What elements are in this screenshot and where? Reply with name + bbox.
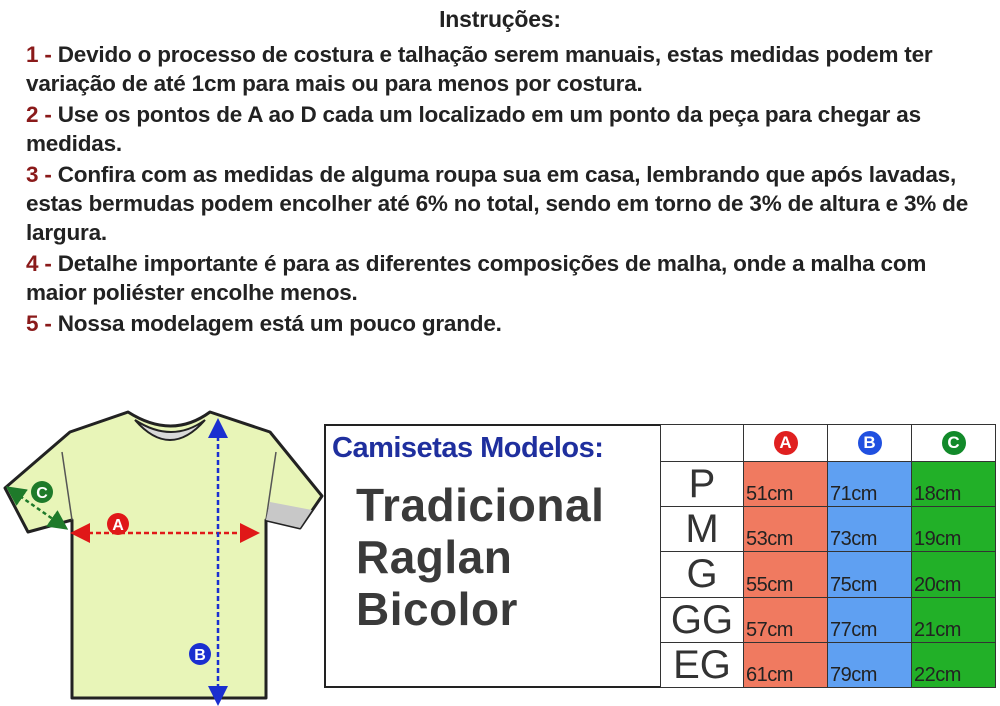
size-table-header [661, 425, 996, 462]
value-b: 77cm [828, 597, 912, 642]
header-a-badge: A [774, 431, 798, 455]
size-label: EG [661, 642, 744, 687]
header-a-cell [744, 425, 828, 462]
instruction-item-2 [26, 100, 986, 158]
tshirt-diagram [0, 400, 330, 706]
size-label: M [661, 507, 744, 552]
header-c-cell [912, 425, 996, 462]
instruction-text: Devido o processo de costura e talhação serem manuais, estas medidas podem ter variação de até 1cm para mais ou para menos por costura. [26, 42, 933, 96]
instruction-number: 3 - [26, 162, 52, 187]
instructions-title: Instruções: [439, 6, 561, 32]
header-empty-cell [661, 425, 744, 462]
value-a: 53cm [744, 507, 828, 552]
instruction-number: 2 - [26, 102, 52, 127]
label-b-text: B [194, 647, 206, 664]
value-a: 51cm [744, 462, 828, 507]
instruction-item-4 [26, 249, 986, 307]
table-row [661, 642, 996, 687]
model-tradicional: Tradicional [356, 479, 605, 531]
instruction-number: 4 - [26, 251, 52, 276]
value-a: 57cm [744, 597, 828, 642]
table-row [661, 507, 996, 552]
size-label: GG [661, 597, 744, 642]
value-a: 61cm [744, 642, 828, 687]
value-a: 55cm [744, 552, 828, 597]
header-c-badge: C [942, 431, 966, 455]
label-c-text: C [36, 485, 48, 502]
tshirt-body [5, 412, 322, 698]
instruction-text: Confira com as medidas de alguma roupa sua em casa, lembrando que após lavadas, estas bermudas podem encolher até 6% no total, sendo em torno de 3% de altura e 3% de largura. [26, 162, 969, 245]
panel-title: Camisetas Modelos: [332, 432, 604, 464]
size-label: P [661, 462, 744, 507]
table-row [661, 552, 996, 597]
value-c: 20cm [912, 552, 996, 597]
value-c: 22cm [912, 642, 996, 687]
size-table [660, 424, 996, 688]
size-chart-panel [324, 424, 994, 688]
instructions-list [26, 40, 986, 340]
instruction-item-1 [26, 40, 986, 98]
header-b-badge: B [858, 431, 882, 455]
model-raglan: Raglan [356, 531, 513, 583]
instruction-text: Detalhe importante é para as diferentes composições de malha, onde a malha com maior poliéster encolhe menos. [26, 251, 927, 305]
value-c: 18cm [912, 462, 996, 507]
instruction-item-5 [26, 309, 986, 338]
table-row [661, 462, 996, 507]
size-label: G [661, 552, 744, 597]
value-b: 71cm [828, 462, 912, 507]
value-b: 79cm [828, 642, 912, 687]
value-b: 73cm [828, 507, 912, 552]
instruction-text: Use os pontos de A ao D cada um localizado em um ponto da peça para chegar as medidas. [26, 102, 921, 156]
value-c: 21cm [912, 597, 996, 642]
instruction-text: Nossa modelagem está um pouco grande. [57, 311, 502, 336]
value-c: 19cm [912, 507, 996, 552]
instruction-number: 1 - [26, 42, 52, 67]
header-b-cell [828, 425, 912, 462]
instruction-item-3 [26, 160, 986, 247]
table-row [661, 597, 996, 642]
value-b: 75cm [828, 552, 912, 597]
model-bicolor: Bicolor [356, 583, 518, 635]
instruction-number: 5 - [26, 311, 52, 336]
label-a-text: A [112, 517, 124, 534]
